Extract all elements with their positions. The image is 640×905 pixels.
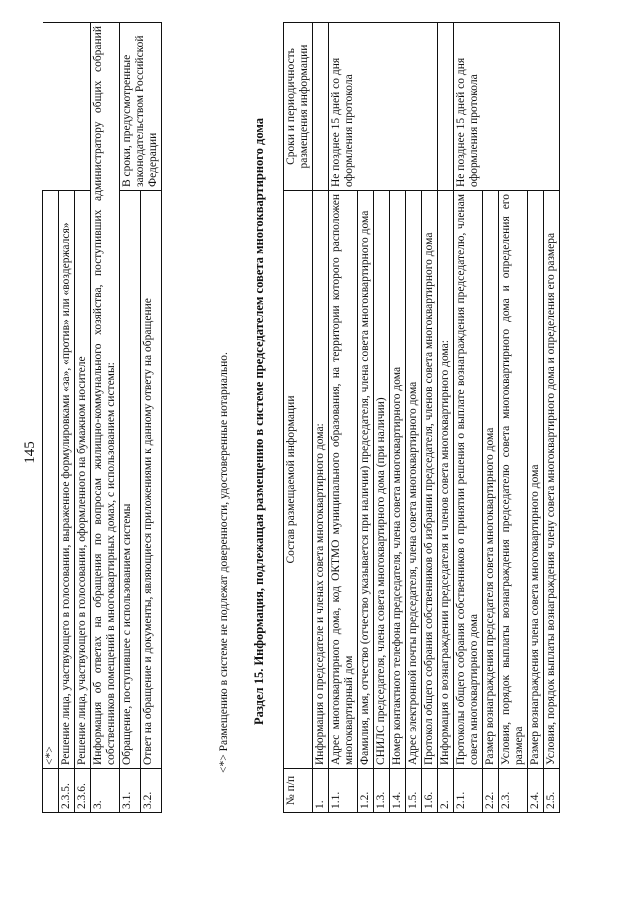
table-row <box>454 23 483 813</box>
row-term <box>59 23 75 191</box>
row-number: 2.5. <box>544 769 560 813</box>
section-15-table <box>283 22 560 813</box>
table-row <box>438 23 454 813</box>
row-term <box>43 23 59 191</box>
row-number: 1. <box>313 769 329 813</box>
row-number: 1.2. <box>358 769 374 813</box>
table-row <box>43 23 59 813</box>
row-text: Номер контактного телефона председателя, члена совета многоквартирного дома <box>390 191 406 769</box>
row-number: 3.2. <box>141 769 162 813</box>
row-text: Ответ на обращение и документы, являющиеся приложениями к данному ответу на обращение <box>141 191 162 769</box>
row-number: 2.3. <box>499 769 528 813</box>
row-text: Фамилия, имя, отчество (отчество указывается при наличии) председателя, члена совета многоквартирного дома <box>358 191 374 769</box>
header-content: Состав размещаемой информации <box>284 191 313 769</box>
row-term: Не позднее 15 дней со дня оформления протокола <box>329 23 438 191</box>
row-text: Протокол общего собрания собственников об избрании председателя, членов совета многоквартирного дома <box>422 191 438 769</box>
row-number: 3.1. <box>120 769 141 813</box>
table-row <box>75 23 91 813</box>
footnote: <*> Размещению в системе не подлежат доверенности, удостоверенные нотариально. <box>218 352 230 773</box>
row-term: В сроки, предусмотренные законодательством Российской Федерации <box>120 23 162 191</box>
row-term <box>75 23 91 191</box>
table-row <box>120 23 141 813</box>
row-number: 1.5. <box>406 769 422 813</box>
header-number: № п/п <box>284 769 313 813</box>
header-term: Сроки и периодичность размещения информации <box>284 23 313 191</box>
row-number: 2.3.6. <box>75 769 91 813</box>
row-text: Условия, порядок выплаты вознаграждения председателю совета многоквартирного дома и определения его размера <box>499 191 528 769</box>
row-term <box>438 23 454 191</box>
table-header-row <box>284 23 313 813</box>
row-text: Решение лица, участвующего в голосовании, оформленного на бумажном носителе <box>75 191 91 769</box>
row-term <box>313 23 329 191</box>
row-text: Условия, порядок выплаты вознаграждения члену совета многоквартирного дома и определения его размера <box>544 191 560 769</box>
row-text: Информация о вознаграждении председателя и членов совета многоквартирного дома: <box>438 191 454 769</box>
row-number: 2.3.5. <box>59 769 75 813</box>
row-text: Адрес электронной почты председателя, члена совета многоквартирного дома <box>406 191 422 769</box>
table-row <box>59 23 75 813</box>
row-text: Протоколы общего собрания собственников о принятии решения о выплате вознаграждения председателю, членам совета многоквартирного дома <box>454 191 483 769</box>
table-row <box>91 23 120 813</box>
row-number <box>43 769 59 813</box>
row-text: Решение лица, участвующего в голосовании, выраженное формулировками «за», «против» или «воздержался» <box>59 191 75 769</box>
top-table <box>42 22 162 813</box>
row-text: СНИЛС председателя, члена совета многоквартирного дома (при наличии) <box>374 191 390 769</box>
table-row <box>329 23 358 813</box>
row-text: Размер вознаграждения председателя совета многоквартирного дома <box>483 191 499 769</box>
row-text: Информация о председателе и членах совета многоквартирного дома: <box>313 191 329 769</box>
row-number: 1.4. <box>390 769 406 813</box>
row-number: 1.6. <box>422 769 438 813</box>
row-text: <*> <box>43 191 59 769</box>
section-title: Раздел 15. Информация, подлежащая размещению в системе председателем совета многоквартирного дома <box>252 117 266 725</box>
page-number: 145 <box>22 441 38 464</box>
row-number: 2.4. <box>528 769 544 813</box>
row-text: Размер вознаграждения члена совета многоквартирного дома <box>528 191 544 769</box>
row-text: Информация об ответах на обращения по вопросам жилищно-коммунального хозяйства, поступивших администратору общих собраний собственников помещений в многоквартирных домах, с использованием системы: <box>91 23 120 769</box>
row-term: Не позднее 15 дней со дня оформления протокола <box>454 23 560 191</box>
row-number: 3. <box>91 769 120 813</box>
row-number: 2. <box>438 769 454 813</box>
row-number: 1.1. <box>329 769 358 813</box>
row-text: Адрес многоквартирного дома, код ОКТМО муниципального образования, на территории которого расположен многоквартирный дом <box>329 191 358 769</box>
row-number: 2.2. <box>483 769 499 813</box>
row-number: 1.3. <box>374 769 390 813</box>
table-row <box>313 23 329 813</box>
row-text: Обращение, поступившее с использованием системы <box>120 191 141 769</box>
row-number: 2.1. <box>454 769 483 813</box>
